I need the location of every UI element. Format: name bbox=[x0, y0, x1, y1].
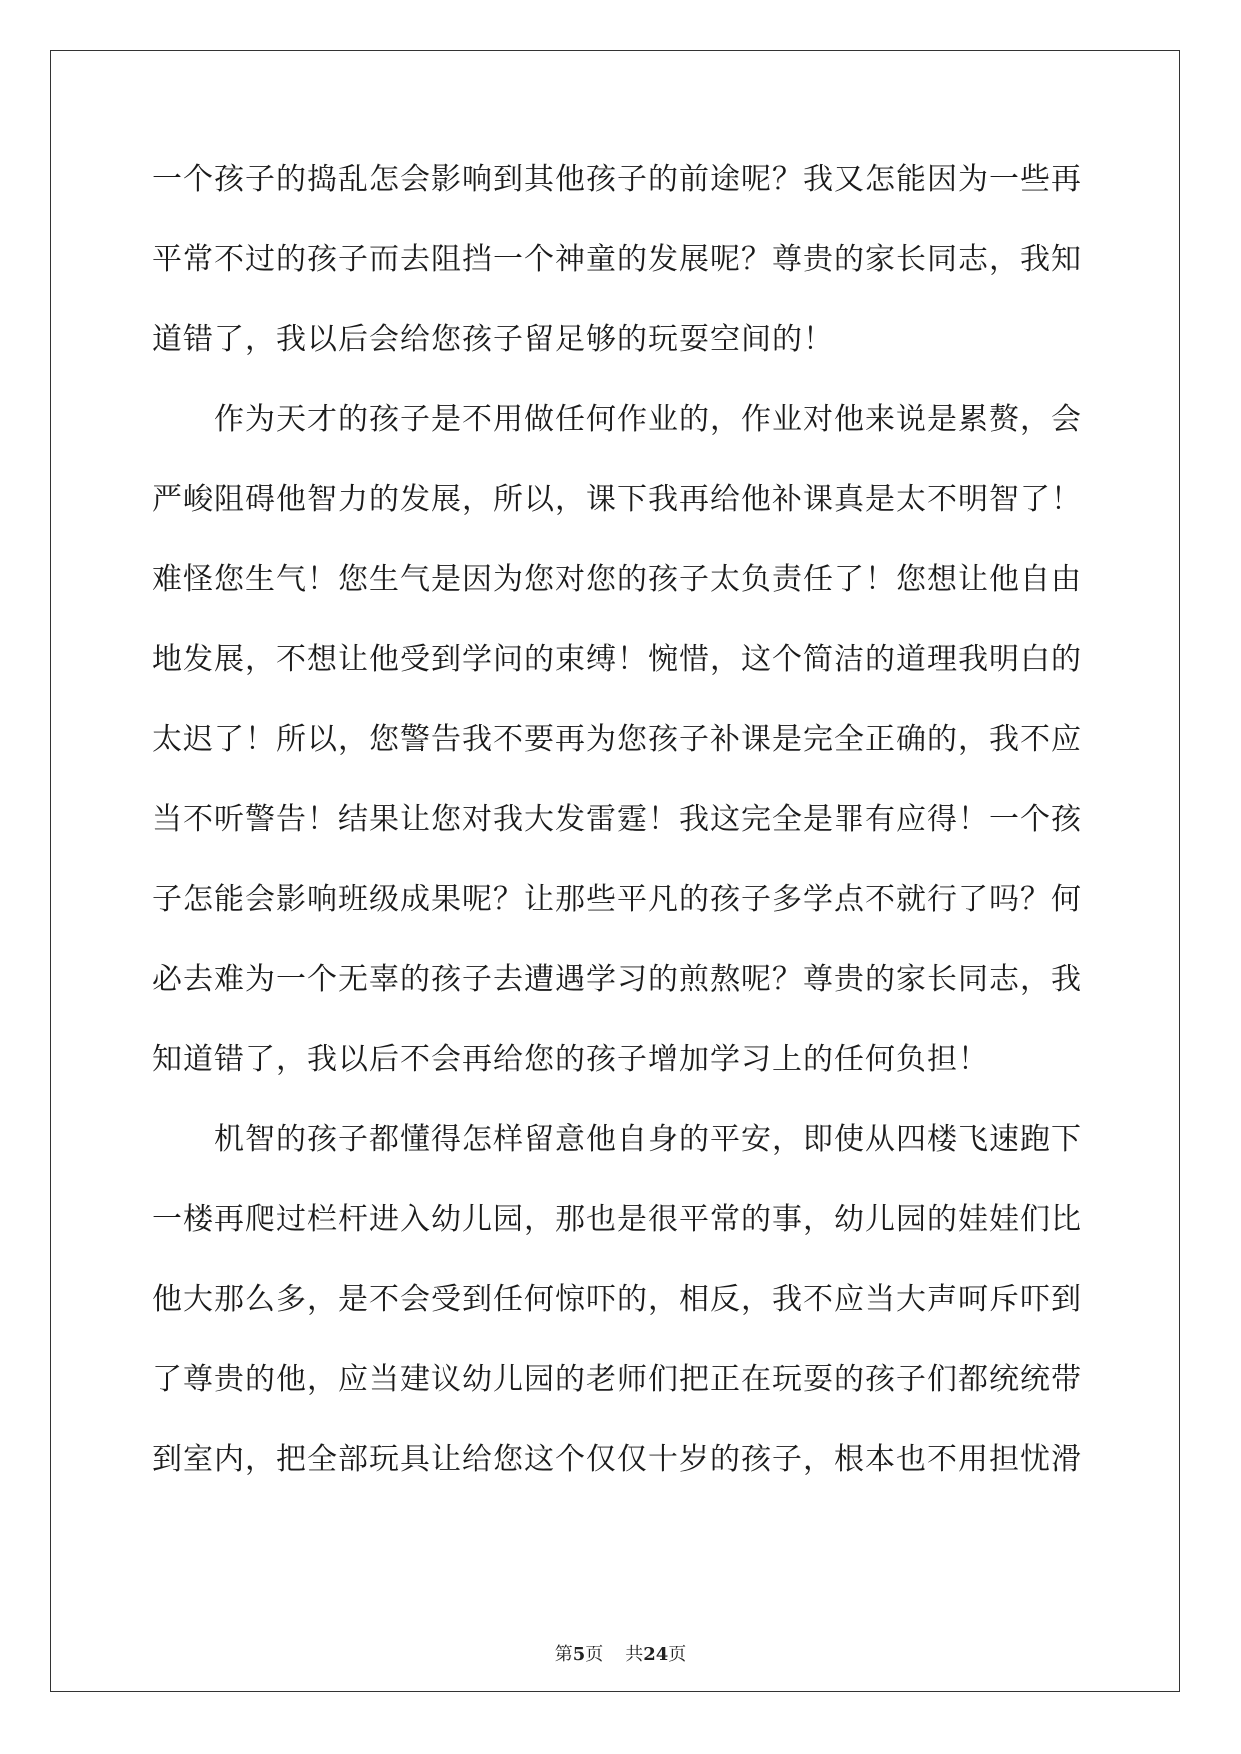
text-line: 太迟了！所以，您警告我不要再为您孩子补课是完全正确的，我不应 bbox=[152, 722, 1082, 757]
total-prefix: 共 bbox=[625, 1644, 644, 1665]
text-line: 到室内，把全部玩具让给您这个仅仅十岁的孩子，根本也不用担忧滑 bbox=[152, 1442, 1082, 1477]
page-prefix: 第 bbox=[554, 1644, 573, 1665]
text-line: 必去难为一个无辜的孩子去遭遇学习的煎熬呢？尊贵的家长同志，我 bbox=[152, 962, 1082, 997]
total-pages: 24 bbox=[643, 1644, 669, 1665]
text-line: 道错了，我以后会给您孩子留足够的玩耍空间的！ bbox=[152, 322, 834, 357]
text-line: 当不听警告！结果让您对我大发雷霆！我这完全是罪有应得！一个孩 bbox=[152, 802, 1082, 837]
page-footer bbox=[0, 1640, 1241, 1666]
text-line: 难怪您生气！您生气是因为您对您的孩子太负责任了！您想让他自由 bbox=[152, 562, 1082, 597]
text-line: 他大那么多，是不会受到任何惊吓的，相反，我不应当大声呵斥吓到 bbox=[152, 1282, 1082, 1317]
text-line: 一个孩子的捣乱怎会影响到其他孩子的前途呢？我又怎能因为一些再 bbox=[152, 162, 1082, 197]
text-line: 地发展，不想让他受到学问的束缚！惋惜，这个简洁的道理我明白的 bbox=[152, 642, 1082, 677]
total-suffix: 页 bbox=[668, 1644, 687, 1665]
paragraph-first-line: 作为天才的孩子是不用做任何作业的，作业对他来说是累赘，会 bbox=[214, 402, 1082, 437]
text-line: 了尊贵的他，应当建议幼儿园的老师们把正在玩耍的孩子们都统统带 bbox=[152, 1362, 1082, 1397]
text-line: 知道错了，我以后不会再给您的孩子增加学习上的任何负担！ bbox=[152, 1042, 989, 1077]
text-line: 严峻阻碍他智力的发展，所以，课下我再给他补课真是太不明智了！ bbox=[152, 482, 1082, 517]
text-line: 子怎能会影响班级成果呢？让那些平凡的孩子多学点不就行了吗？何 bbox=[152, 882, 1082, 917]
text-line: 平常不过的孩子而去阻挡一个神童的发展呢？尊贵的家长同志，我知 bbox=[152, 242, 1082, 277]
page-suffix: 页 bbox=[585, 1644, 604, 1665]
paragraph-first-line: 机智的孩子都懂得怎样留意他自身的平安，即使从四楼飞速跑下 bbox=[214, 1122, 1082, 1157]
text-line: 一楼再爬过栏杆进入幼儿园，那也是很平常的事，幼儿园的娃娃们比 bbox=[152, 1202, 1082, 1237]
page-number: 5 bbox=[572, 1644, 586, 1665]
